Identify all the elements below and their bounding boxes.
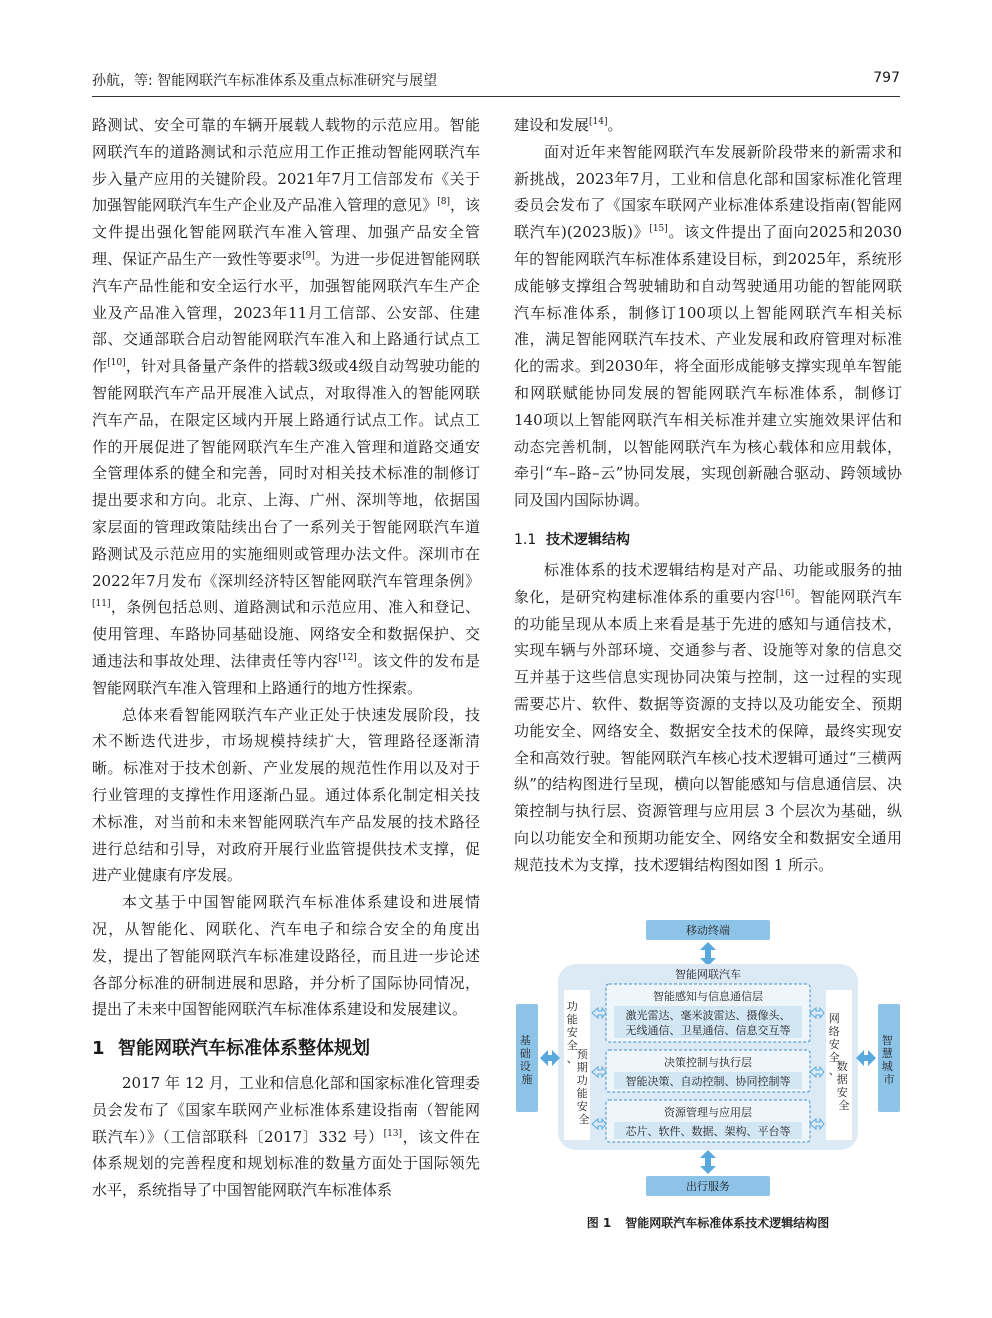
- left-column: [92, 112, 480, 1204]
- paragraph: 标准体系的技术逻辑结构是对产品、功能或服务的抽象化，是研究构建标准体系的重要内容[16]。智能网联汽车的功能呈现从本质上来看是基于先进的感知与通信技术，实现车辆与外部环境、交通参与者、设施等对象的信息交互并基于这些信息实现协同决策与控制，这一过程的实现需要芯片、软件、数据等资源的支持以及功能安全、预期功能安全、网络安全、数据安全技术的保障，最终实现安全和高效行驶。智能网联汽车核心技术逻辑可通过“三横两纵”的结构图进行呈现，横向以智能感知与信息通信层、决策控制与执行层、资源管理与应用层 3 个层次为基础，纵向以功能安全和预期功能安全、网络安全和数据安全通用规范技术为支撑，技术逻辑结构图如图 1 所示。: [514, 560, 902, 874]
- right-column: [514, 112, 902, 879]
- paragraph: 总体来看智能网联汽车产业正处于快速发展阶段，技术不断迭代进步，市场规模持续扩大，管理路径逐渐清晰。标准对于技术创新、产业发展的规范性作用以及对于行业管理的支撑性作用逐渐凸显。通过体系化制定相关技术标准，对当前和未来智能网联汽车产品发展的技术路径进行总结和引导，对政府开展行业监管提供技术支撑，促进产业健康有序发展。: [92, 705, 480, 885]
- citation[interactable]: [13]: [383, 1128, 403, 1139]
- smart-city-char: 慧: [881, 1047, 893, 1060]
- travel-service-label: 出行服务: [686, 1180, 730, 1193]
- perception-layer-line2: 无线通信、卫星通信、信息交互等: [625, 1024, 791, 1037]
- smart-city-char: 市: [883, 1073, 895, 1086]
- citation[interactable]: [8]: [437, 197, 450, 208]
- right-arrow: [856, 1050, 876, 1066]
- network-safety-label: 网 络 安 全 、 数 据 安 全: [828, 1012, 850, 1112]
- section-heading: [92, 1036, 480, 1062]
- paragraph: 本文基于中国智能网联汽车标准体系建设和进展情况，从智能化、网联化、汽车电子和综合安全的角度出发，提出了智能网联汽车标准建设路径，而且进一步论述各部分标准的研制进展和思路，并分析了国际协同情况，提出了未来中国智能网联汽车标准体系建设和发展建议。: [92, 893, 480, 1019]
- paragraph: 2017 年 12 月，工业和信息化部和国家标准化管理委员会发布了《国家车联网产业标准体系建设指南（智能网联汽车）》（工信部联科〔2017〕332 号）[13]，该文件在体系规划的完善程度和规划标准的数量方面处于国际领先水平，系统指导了中国智能网联汽车标准体系: [92, 1074, 480, 1200]
- decision-layer-title: 决策控制与执行层: [664, 1056, 752, 1069]
- subsection-heading: [514, 527, 902, 553]
- paragraph: 建设和发展[14]。: [514, 116, 623, 134]
- citation[interactable]: [15]: [649, 224, 668, 235]
- citation[interactable]: [14]: [589, 117, 608, 127]
- subsection-title: 技术逻辑结构: [546, 531, 630, 548]
- figure-caption: [514, 1214, 902, 1231]
- top-arrow: [700, 942, 716, 966]
- functional-safety-label: 功 能 安 全 、 预 期 功 能 安 全: [566, 1000, 590, 1126]
- bottom-arrow: [700, 1150, 716, 1174]
- infrastructure-label: [520, 1033, 535, 1086]
- resource-layer-title: 资源管理与应用层: [664, 1106, 752, 1119]
- infrastructure-char: 基: [519, 1034, 531, 1047]
- main-title: 智能网联汽车: [675, 968, 741, 981]
- infrastructure-char: 设: [519, 1060, 531, 1073]
- section-number: 1: [92, 1038, 105, 1060]
- section-title: 智能网联汽车标准体系整体规划: [118, 1038, 370, 1060]
- perception-layer-line1: 激光雷达、毫米波雷达、摄像头、: [625, 1009, 791, 1022]
- subsection-number: 1.1: [514, 531, 537, 548]
- mobile-terminal-label: 移动终端: [686, 924, 730, 937]
- left-arrow: [540, 1050, 560, 1066]
- citation[interactable]: [10]: [107, 358, 126, 369]
- decision-layer-line1: 智能决策、自动控制、协同控制等: [625, 1075, 791, 1088]
- infrastructure-char: 础: [519, 1047, 531, 1060]
- paragraph: 面对近年来智能网联汽车发展新阶段带来的新需求和新挑战，2023年7月，工业和信息化部和国家标准化管理委员会发布了《国家车联网产业标准体系建设指南(智能网联汽车)(2023版)》[15]。该文件提出了面向2025和2030年的智能网联汽车标准体系建设目标，到2025年，系统形成能够支撑组合驾驶辅助和自动驾驶通用功能的智能网联汽车标准体系，制修订100项以上智能网联汽车相关标准，满足智能网联汽车技术、产业发展和政府管理对标准化的需求。到2030年，将全面形成能够支撑实现单车智能和网联赋能协同发展的智能网联汽车标准体系，制修订140项以上智能网联汽车相关标准并建立实施效果评估和动态完善机制，以智能网联汽车为核心载体和应用载体，牵引“车–路–云”协同发展，实现创新融合驱动、跨领域协同及国内国际协调。: [514, 142, 902, 510]
- logic-structure-diagram: [514, 918, 902, 1198]
- smart-city-label: [882, 1033, 897, 1086]
- citation[interactable]: [9]: [302, 250, 315, 261]
- paragraph: 路测试、安全可靠的车辆开展载人载物的示范应用。智能网联汽车的道路测试和示范应用工作正推动智能网联汽车步入量产应用的关键阶段。2021年7月工信部发布《关于加强智能网联汽车生产企业及产品准入管理的意见》[8]，该文件提出强化智能网联汽车准入管理、加强产品安全管理、保证产品生产一致性等要求[9]。为进一步促进智能网联汽车产品性能和安全运行水平，加强智能网联汽车生产企业及产品准入管理，2023年11月工信部、公安部、住建部、交通部联合启动智能网联汽车准入和上路通行试点工作[10]，针对具备量产条件的搭载3级或4级自动驾驶功能的智能网联汽车产品开展准入试点，对取得准入的智能网联汽车产品，在限定区域内开展上路通行试点工作。试点工作的开展促进了智能网联汽车生产准入管理和道路交通安全管理体系的健全和完善，同时对相关技术标准的制修订提出要求和方向。北京、上海、广州、深圳等地，依据国家层面的管理政策陆续出台了一系列关于智能网联汽车道路测试及示范应用的实施细则或管理办法文件。深圳市在2022年7月发布《深圳经济特区智能网联汽车管理条例》[11]，条例包括总则、道路测试和示范应用、准入和登记、使用管理、车路协同基础设施、网络安全和数据保护、交通违法和事故处理、法律责任等内容[12]。该文件的发布是智能网联汽车准入管理和上路通行的地方性探索。: [92, 116, 480, 697]
- citation[interactable]: [16]: [775, 588, 795, 599]
- perception-layer-title: 智能感知与信息通信层: [653, 990, 763, 1003]
- page-number: 797: [873, 70, 900, 86]
- smart-city-char: 智: [881, 1034, 893, 1047]
- caption-number: 图 1: [586, 1216, 612, 1230]
- caption-text: 智能网联汽车标准体系技术逻辑结构图: [625, 1216, 830, 1230]
- infrastructure-char: 施: [521, 1073, 533, 1086]
- page-header: [92, 66, 900, 97]
- resource-layer-line1: 芯片、软件、数据、架构、平台等: [625, 1125, 791, 1138]
- figure-1: [514, 918, 902, 1198]
- citation[interactable]: [11]: [92, 599, 111, 610]
- citation[interactable]: [12]: [338, 652, 357, 663]
- smart-city-char: 城: [881, 1060, 893, 1073]
- running-title: 孙航，等: 智能网联汽车标准体系及重点标准研究与展望: [92, 73, 438, 89]
